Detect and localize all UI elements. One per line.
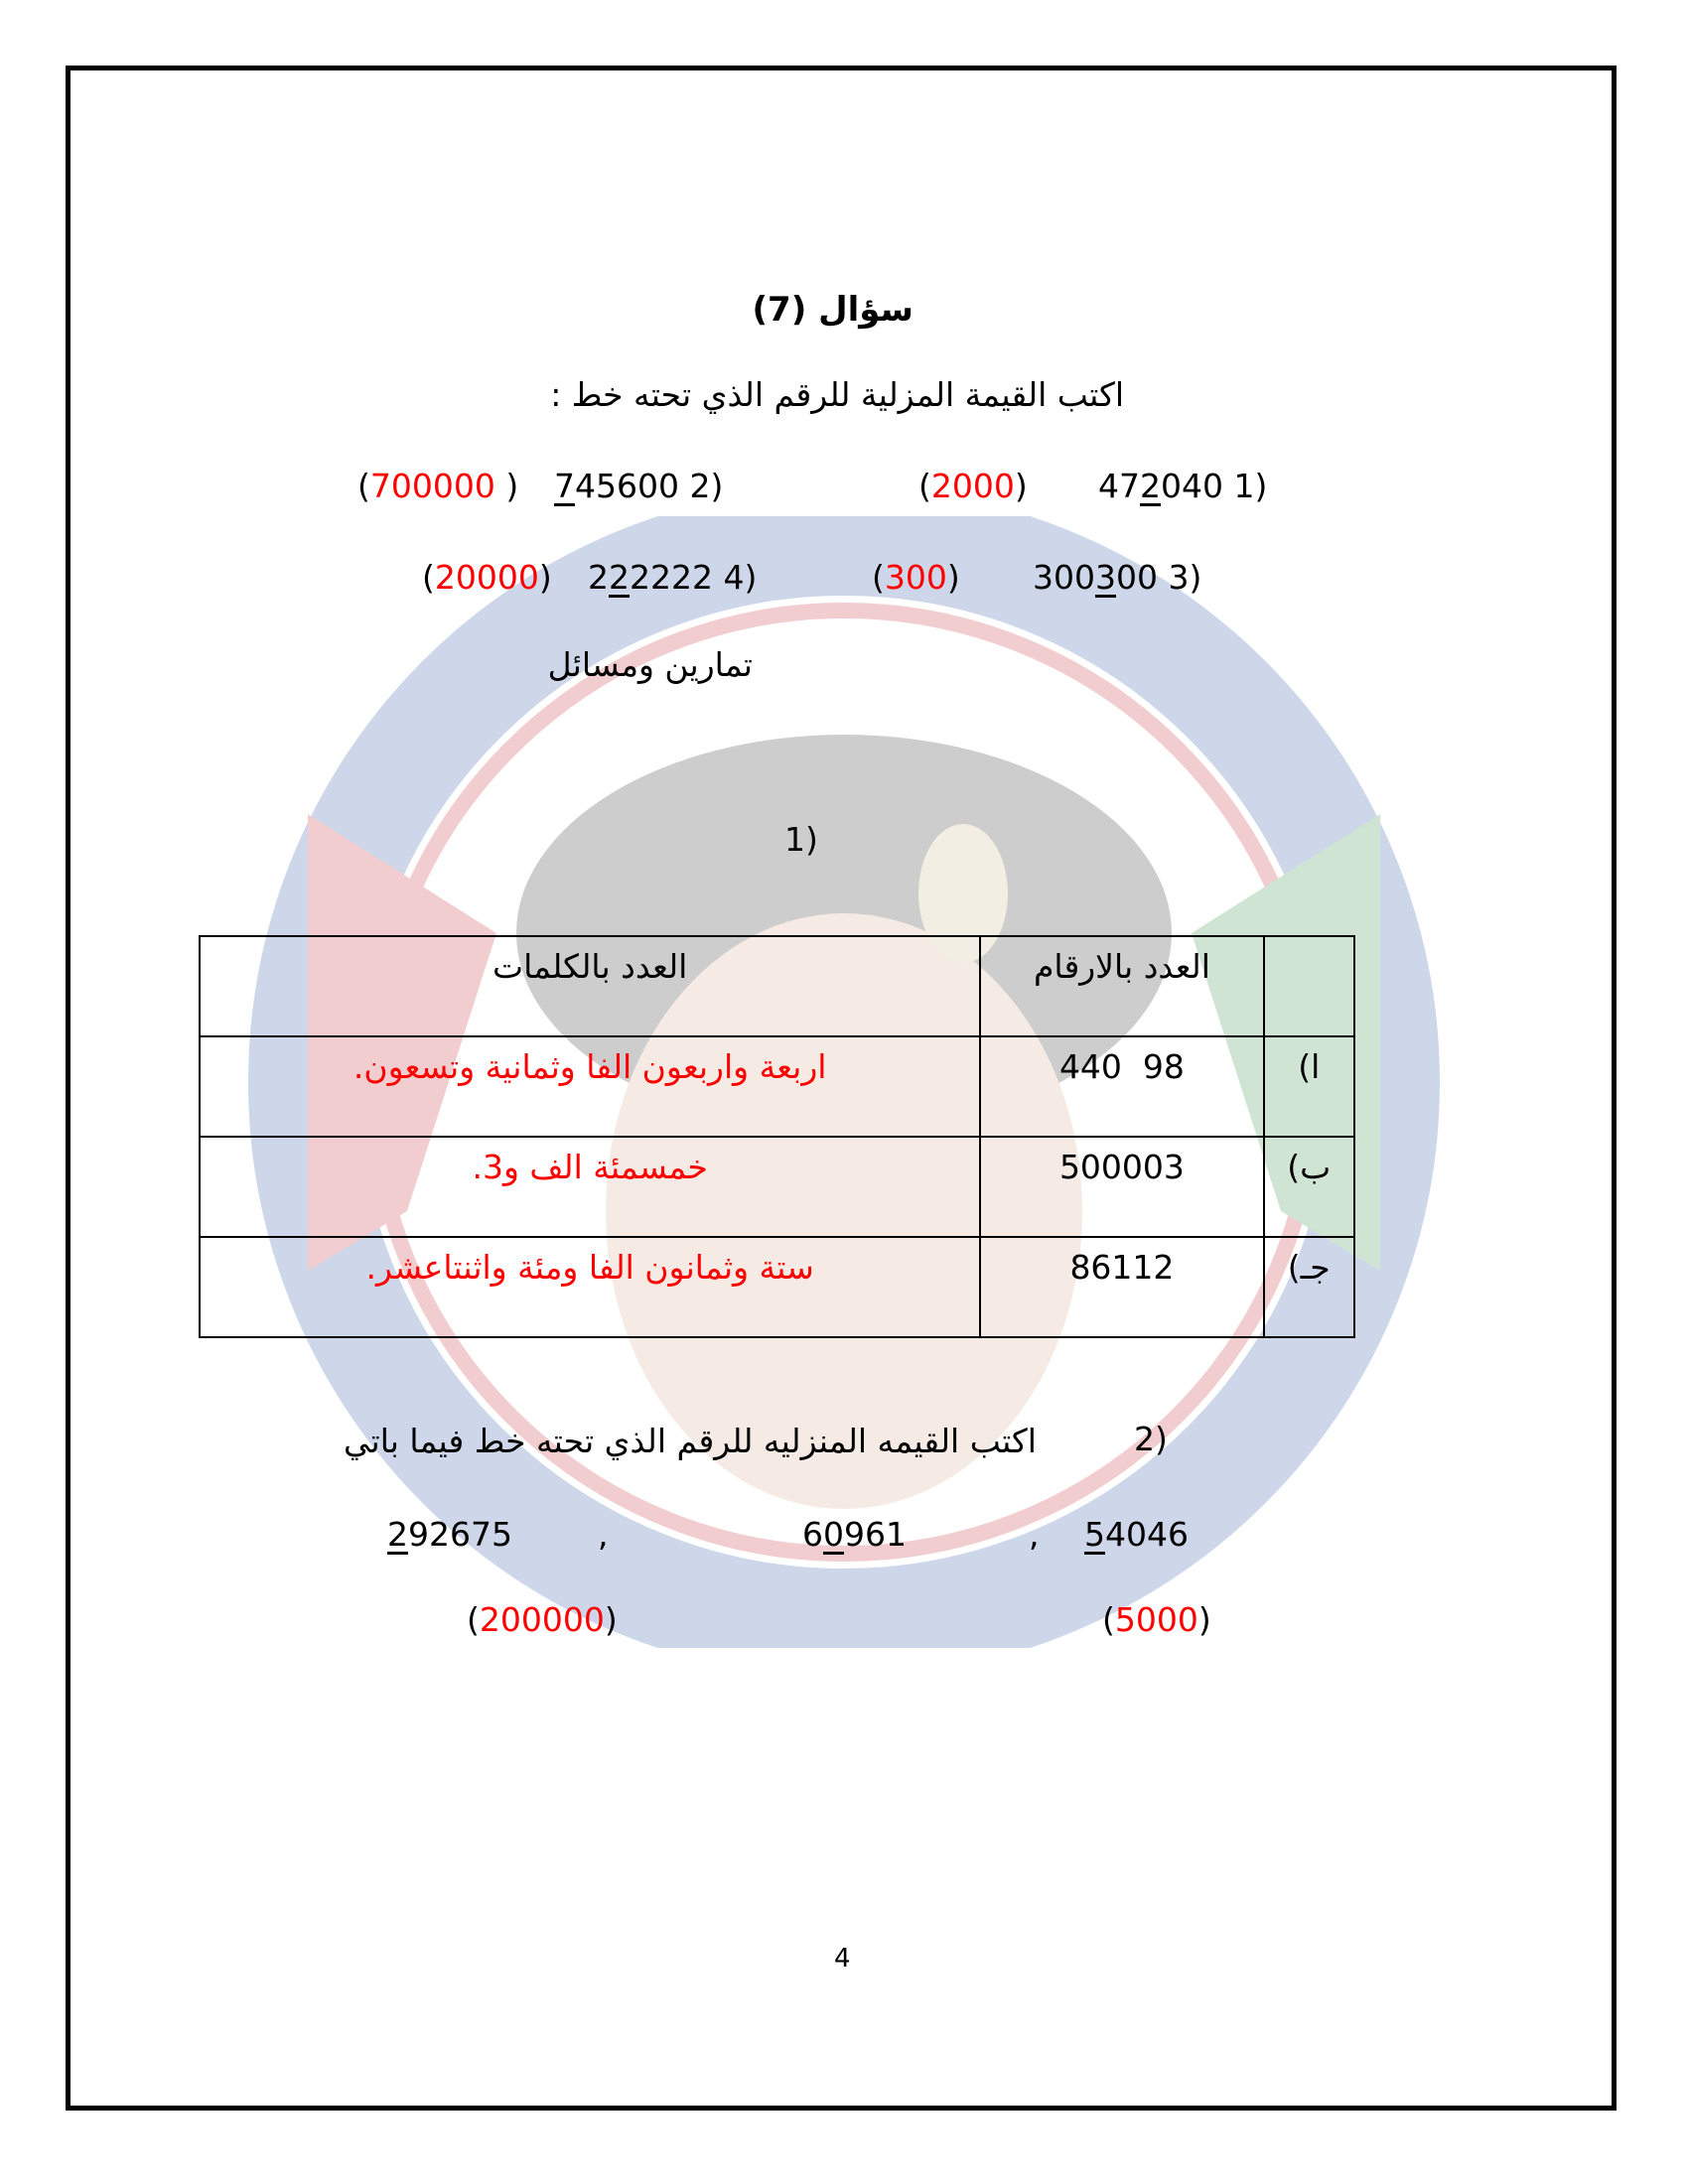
question-answer-3: (300)	[872, 558, 960, 597]
header-blank	[1264, 936, 1355, 1036]
underlined-digit: 2	[387, 1515, 408, 1554]
underlined-digit: 5	[1084, 1515, 1105, 1554]
question-item-4: 222222 4)	[588, 558, 758, 597]
header-words: العدد بالكلمات	[200, 936, 980, 1036]
exercise-2-number-1: 54046	[1084, 1515, 1189, 1554]
row-digits: 500003	[980, 1137, 1263, 1237]
underlined-digit: 0	[823, 1515, 844, 1554]
numbers-table	[199, 935, 1355, 1338]
separator: ,	[1029, 1515, 1040, 1554]
row-digits: 86112	[980, 1237, 1263, 1337]
underlined-digit: 3	[1095, 558, 1116, 597]
question-item-2: 745600 2)	[554, 467, 724, 505]
row-label: ا)	[1264, 1036, 1355, 1137]
page-number: 4	[834, 1944, 851, 1974]
exercise-2-number-2: 60961	[802, 1515, 907, 1554]
exercise-2-answer-1: (5000)	[1102, 1600, 1211, 1639]
table-row	[200, 1036, 1354, 1137]
exercise-2-instruction: اكتب القيمه المنزليه للرقم الذي تحته خط فيما باتي	[344, 1422, 1037, 1460]
question-answer-1: (2000)	[918, 467, 1028, 505]
row-words: خمسمئة الف و3.	[200, 1137, 980, 1237]
question-answer-2: (700000 )	[357, 467, 519, 505]
separator: ,	[598, 1515, 609, 1554]
row-words: اربعة واربعون الفا وثمانية وتسعون.	[200, 1036, 980, 1137]
question-item-3: 300300 3)	[1033, 558, 1202, 597]
row-digits: 440 98	[980, 1036, 1263, 1137]
exercise-2-label: 2)	[1134, 1420, 1168, 1458]
header-digits: العدد بالارقام	[980, 936, 1263, 1036]
section-title: تمارين ومسائل	[547, 645, 753, 684]
exercise-2-answer-2: (200000)	[467, 1600, 618, 1639]
table-header-row	[200, 936, 1354, 1036]
underlined-digit: 2	[609, 558, 630, 597]
question-title: سؤال (7)	[752, 290, 914, 330]
row-label: جـ)	[1264, 1237, 1355, 1337]
question-answer-4: (20000)	[422, 558, 552, 597]
question-instruction: اكتب القيمة المزلية للرقم الذي تحته خط :	[550, 375, 1124, 414]
row-words: ستة وثمانون الفا ومئة واثنتاعشر.	[200, 1237, 980, 1337]
question-item-1: 472040 1)	[1098, 467, 1268, 505]
underlined-digit: 2	[1140, 467, 1161, 505]
table-row	[200, 1237, 1354, 1337]
table-row	[200, 1137, 1354, 1237]
underlined-digit: 7	[554, 467, 575, 505]
exercise-2-number-3: 292675	[387, 1515, 512, 1554]
row-label: ب)	[1264, 1137, 1355, 1237]
exercise-1-label: 1)	[784, 820, 818, 859]
